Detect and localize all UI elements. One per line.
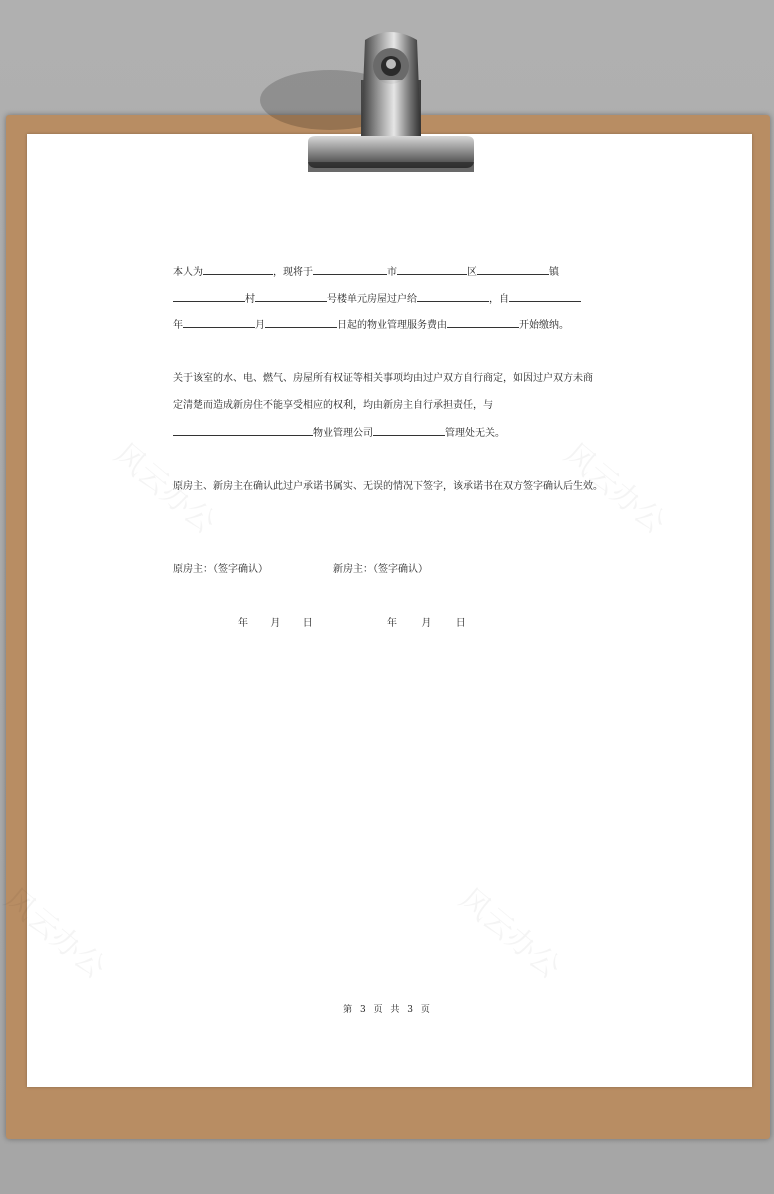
date-day: 日 bbox=[302, 618, 313, 629]
date-day: 日 bbox=[455, 618, 466, 629]
new-owner-signature: 新房主：（签字确认） bbox=[333, 564, 428, 575]
paragraph-1-line-2: 村 号楼单元房屋过户给 ，自 bbox=[173, 291, 581, 307]
date-year: 年 bbox=[387, 618, 397, 629]
original-owner-signature: 原房主：（签字确认） bbox=[173, 564, 268, 575]
paragraph-3: 原房主、新房主在确认此过户承诺书属实、无误的情况下签字，该承诺书在双方签字确认后生效。 bbox=[173, 481, 603, 492]
page-footer: 第 3 页 共 3 页 bbox=[343, 1005, 431, 1015]
paragraph-1-line-1: 本人为 ，现将于 市 区 镇 bbox=[173, 264, 559, 280]
paragraph-2-line-1: 关于该室的水、电、燃气、房屋所有权证等相关事项均由过户双方自行商定，如因过户双方未商 bbox=[173, 373, 593, 384]
date-month: 月 bbox=[270, 618, 281, 629]
paragraph-2-line-3: 物业管理公司 管理处无关。 bbox=[173, 425, 505, 441]
new-owner-date bbox=[387, 614, 466, 629]
watermark bbox=[452, 876, 572, 987]
original-owner-date bbox=[238, 614, 313, 629]
paragraph-2-line-2: 定清楚而造成新房住不能享受相应的权利，均由新房主自行承担责任，与 bbox=[173, 400, 493, 411]
date-year: 年 bbox=[238, 618, 248, 629]
date-month: 月 bbox=[421, 618, 432, 629]
paragraph-1-line-3: 年 月 日起的物业管理服务费由 开始缴纳。 bbox=[173, 317, 569, 333]
